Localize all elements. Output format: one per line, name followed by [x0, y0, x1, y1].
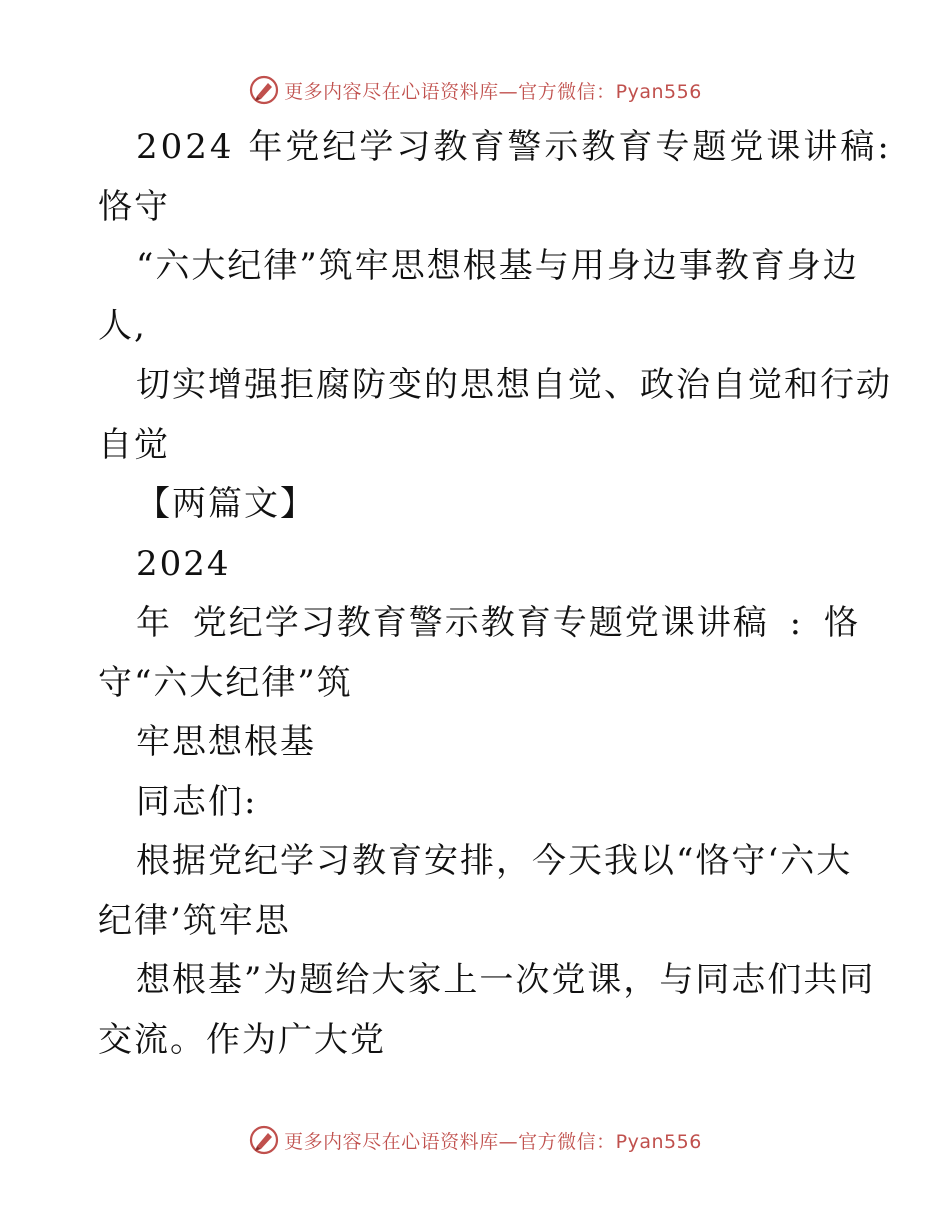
footer-banner-text: 更多内容尽在心语资料库—官方微信：Pyan556 — [284, 1130, 702, 1153]
footer-banner — [0, 1120, 950, 1160]
title-line-2: 恪守 — [98, 186, 170, 227]
body-line-1: 根据党纪学习教育安排，今天我以“恪守‘六大 — [136, 841, 853, 881]
subtitle-line-2: 年 党纪学习教育警示教育专题党课讲稿 : 恪 — [136, 603, 860, 643]
title-line-6: 自觉 — [98, 424, 170, 465]
pen-logo-icon — [248, 74, 280, 106]
subtitle-line-3: 守“六大纪律”筑 — [98, 662, 353, 703]
salutation: 同志们: — [136, 781, 258, 822]
body-line-4: 交流。作为广大党 — [98, 1019, 386, 1060]
pen-logo-icon — [248, 1124, 280, 1156]
header-banner-text: 更多内容尽在心语资料库—官方微信：Pyan556 — [284, 80, 702, 103]
title-line-3: “六大纪律”筑牢思想根基与用身边事教育身边 — [136, 246, 859, 286]
document-body — [98, 118, 892, 1070]
title-line-1: 2024 年党纪学习教育警示教育专题党课讲稿: — [136, 127, 892, 167]
section-tag: 【两篇文】 — [136, 484, 316, 524]
body-line-2: 纪律’筑牢思 — [98, 900, 291, 941]
body-line-3: 想根基”为题给大家上一次党课，与同志们共同 — [136, 960, 876, 1000]
title-line-5: 切实增强拒腐防变的思想自觉、政治自觉和行动 — [136, 365, 892, 405]
subtitle-line-1: 2024 — [136, 543, 231, 584]
header-banner — [0, 70, 950, 110]
subtitle-line-4: 牢思想根基 — [136, 722, 316, 762]
title-line-4: 人, — [98, 305, 147, 346]
